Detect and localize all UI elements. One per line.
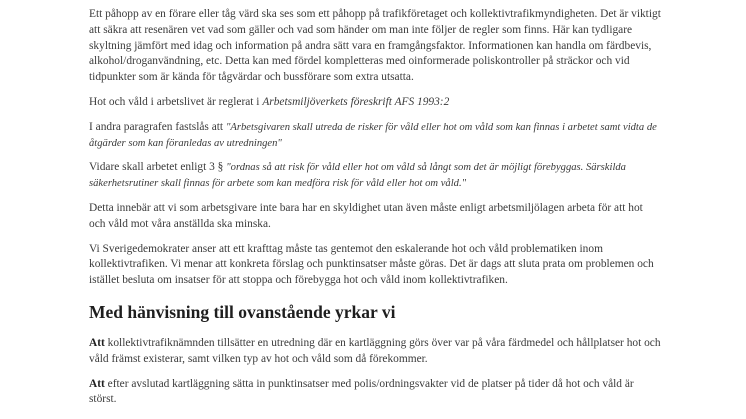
regulation-intro: Hot och våld i arbetslivet är reglerat i (89, 95, 263, 108)
motion-item (89, 336, 661, 368)
paragraph-employer-duty: Detta innebär att vi som arbetsgivare inte bara har en skyldighet utan även måste enligt arbetsmiljölagen arbeta för att hot och våld mot våra anställda ska minska. (89, 201, 643, 230)
motion-item (89, 377, 661, 409)
motion-text: kollektivtrafiknämnden tillsätter en utredning där en kartläggning görs över var på våra färdmedel och hållplatser hot och våld främst existerar, samt vilken typ av hot och våld som då förekommer. (89, 336, 661, 365)
third-section-quote: "ordnas så att risk för våld eller hot om våld så långt som det är möjligt förebyggas. Särskilda säkerhetsrutiner skall finnas för arbete som kan medföra risk för våld eller hot om våld." (89, 162, 626, 190)
document-body (89, 7, 661, 408)
third-section-intro: Vidare skall arbetet enligt 3 § (89, 161, 227, 174)
paragraph-party-position: Vi Sverigedemokrater anser att ett krafttag måste tas gentemot den eskalerande hot och våld problematiken inom kollektivtrafiken. Vi menar att konkreta förslag och punktinsatser måste göras. Det är dags att sluta prata om problemen och istället besluta om insatser för att stoppa och förebygga hot och våld inom kollektivtrafiken. (89, 242, 654, 287)
motion-heading: Med hänvisning till ovanstående yrkar vi (89, 301, 396, 322)
second-section-quote: "Arbetsgivaren skall utreda de risker för våld eller hot om våld som kan finnas i arbetet samt vidta de åtgärder som kan föranledas av utredningen" (89, 121, 657, 149)
paragraph-regulation (89, 95, 661, 111)
motion-lead: Att (89, 336, 105, 349)
motion-text: efter avslutad kartläggning sätta in punktinsatser med polis/ordningsvakter vid de platser på tider då hot och våld är störst. (89, 377, 634, 406)
paragraph-threat-policy: Ett påhopp av en förare eller tåg värd ska ses som ett påhopp på trafikföretaget och kollektivtrafikmyndigheten. Det är viktigt att säkra att resenären vet vad som gäller och vad som händer om man inte följer de regler som finns. Här kan tydligare skyltning jämfört med idag och information på andra sätt vara en framgångsfaktor. Informationen kan handla om färdbevis, alkohol/droganvändning, etc. Detta kan med fördel kompletteras med oinformerade poliskontroller på sträckor och vid tidpunkter som är kända för tågvärdar och bussförare som extra utsatta. (89, 8, 661, 84)
paragraph-second-section (89, 120, 661, 152)
paragraph-third-section (89, 160, 661, 192)
motion-lead: Att (89, 377, 105, 390)
second-section-intro: I andra paragrafen fastslås att (89, 120, 226, 133)
regulation-reference: Arbetsmiljöverkets föreskrift AFS 1993:2 (262, 95, 450, 108)
